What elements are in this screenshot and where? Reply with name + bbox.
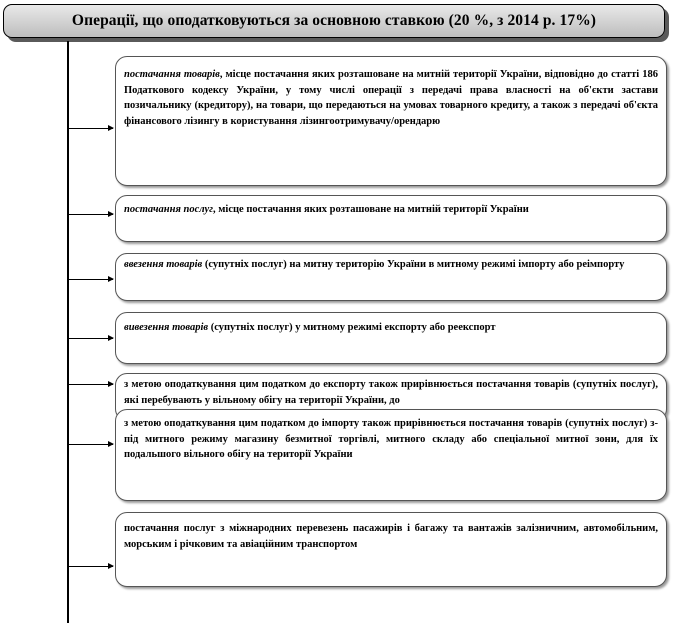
box-7-text: постачання послуг з міжнародних перевезень пасажирів і багажу та вантажів залізничним, автомобільним, морським і річковим та авіаційним транспортом	[124, 523, 658, 550]
arrow-2	[68, 214, 113, 215]
box-4-text: (супутніх послуг) у митному режимі експорту або реекспорт	[208, 322, 496, 333]
box-2-text: , місце постачання яких розташоване на митній території України	[213, 204, 529, 215]
box-supply-of-services	[115, 195, 667, 242]
box-3-text: (супутніх послуг) на митну територію України в митному режимі імпорту або реімпорту	[202, 259, 625, 270]
box-1-text: , місце постачання яких розташоване на митній території України, відповідно до статті 186 Податкового кодексу України, у тому числі операції з передачі права власності на об'єкти застави позичальнику (кредитору), на товари, що передаються на умовах товарного кредиту, а також з передачі об'єкта фінансового лізингу в користування лізингоотримувачу/орендарю	[124, 69, 658, 127]
box-2-term: постачання послуг	[124, 204, 214, 215]
diagram-title-text: Операції, що оподатковуються за основною ставкою (20 %, з 2014 р. 17%)	[71, 12, 597, 29]
arrow-4	[68, 338, 113, 339]
box-4-term: вивезення товарів	[124, 322, 209, 333]
box-supply-of-goods	[115, 56, 667, 186]
arrow-1	[68, 128, 113, 129]
box-import-of-goods	[115, 253, 667, 301]
box-6-text: з метою оподаткування цим податком до імпорту також прирівнюється постачання товарів (супутніх послуг) з-під митного режиму магазину безмитної торгівлі, митного складу або спеціальної митної зони, для їх подальшого вільного обігу на території України	[124, 418, 658, 460]
arrow-3	[68, 279, 113, 280]
box-5-text: з метою оподаткування цим податком до експорту також прирівнюється постачання товарів (супутніх послуг), які перебувають у вільному обігу на території України, до	[124, 379, 658, 406]
diagram-title	[3, 4, 665, 38]
arrow-6	[68, 444, 113, 445]
arrow-5	[68, 384, 113, 385]
box-international-transport	[115, 512, 667, 587]
box-1-term: постачання товарів	[124, 69, 220, 80]
arrow-7	[68, 566, 113, 567]
box-3-term: ввезення товарів	[124, 259, 203, 270]
box-import-equivalence	[115, 409, 667, 501]
box-export-of-goods	[115, 312, 667, 364]
